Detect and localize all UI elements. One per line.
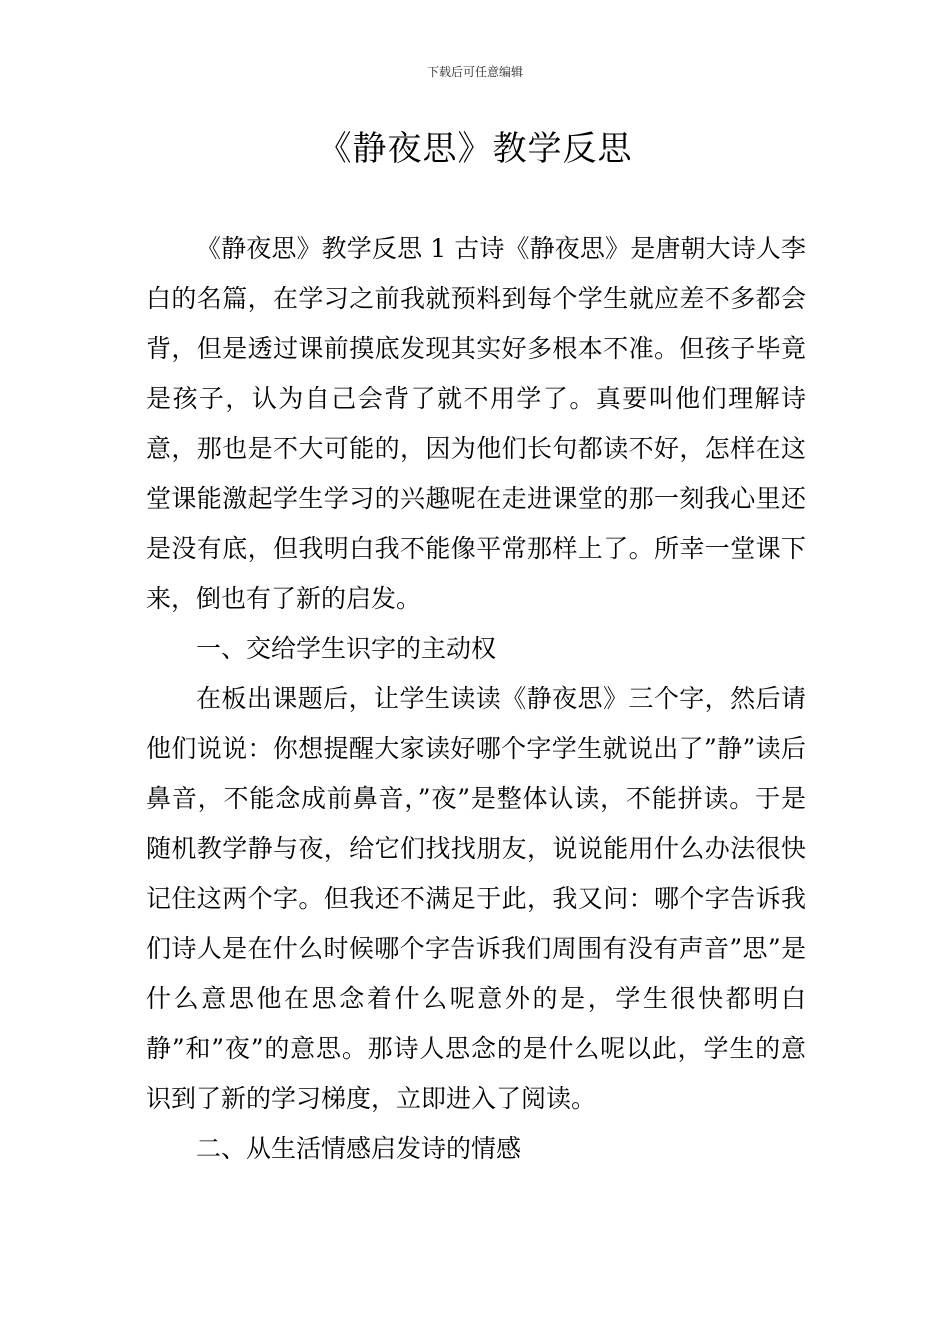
paragraph-section-1: 在板出课题后，让学生读读《静夜思》三个字，然后请他们说说：你想提醒大家读好哪个字学生就说出了”静”读后鼻音，不能念成前鼻音，”夜”是整体认读，不能拼读。于是随机教学静与夜，给它们找找朋友，说说能用什么办法很快记住这两个字。但我还不满足于此，我又问：哪个字告诉我们诗人是在什么时候哪个字告诉我们周围有没有声音”思”是什么意思他在思念着什么呢意外的是，学生很快都明白静”和”夜”的意思。那诗人思念的是什么呢以此，学生的意识到了新的学习梯度，立即进入了阅读。 [146,684,806,1113]
section-heading-1: 一、交给学生识字的主动权 [196,634,497,663]
page-header-note: 下载后可任意编辑 [426,65,523,79]
section-heading-2: 二、从生活情感启发诗的情感 [196,1134,522,1163]
paragraph-intro: 《静夜思》教学反思 1 古诗《静夜思》是唐朝大诗人李白的名篇，在学习之前我就预料到每个学生就应差不多都会背，但是透过课前摸底发现其实好多根本不准。但孩子毕竟是孩子，认为自己会背了就不用学了。真要叫他们理解诗意，那也是不大可能的，因为他们长句都读不好，怎样在这堂课能激起学生学习的兴趣呢在走进课堂的那一刻我心里还是没有底，但我明白我不能像平常那样上了。所幸一堂课下来，倒也有了新的启发。 [146,234,806,613]
document-body [146,224,806,1174]
document-title: 《静夜思》教学反思 [317,129,633,169]
